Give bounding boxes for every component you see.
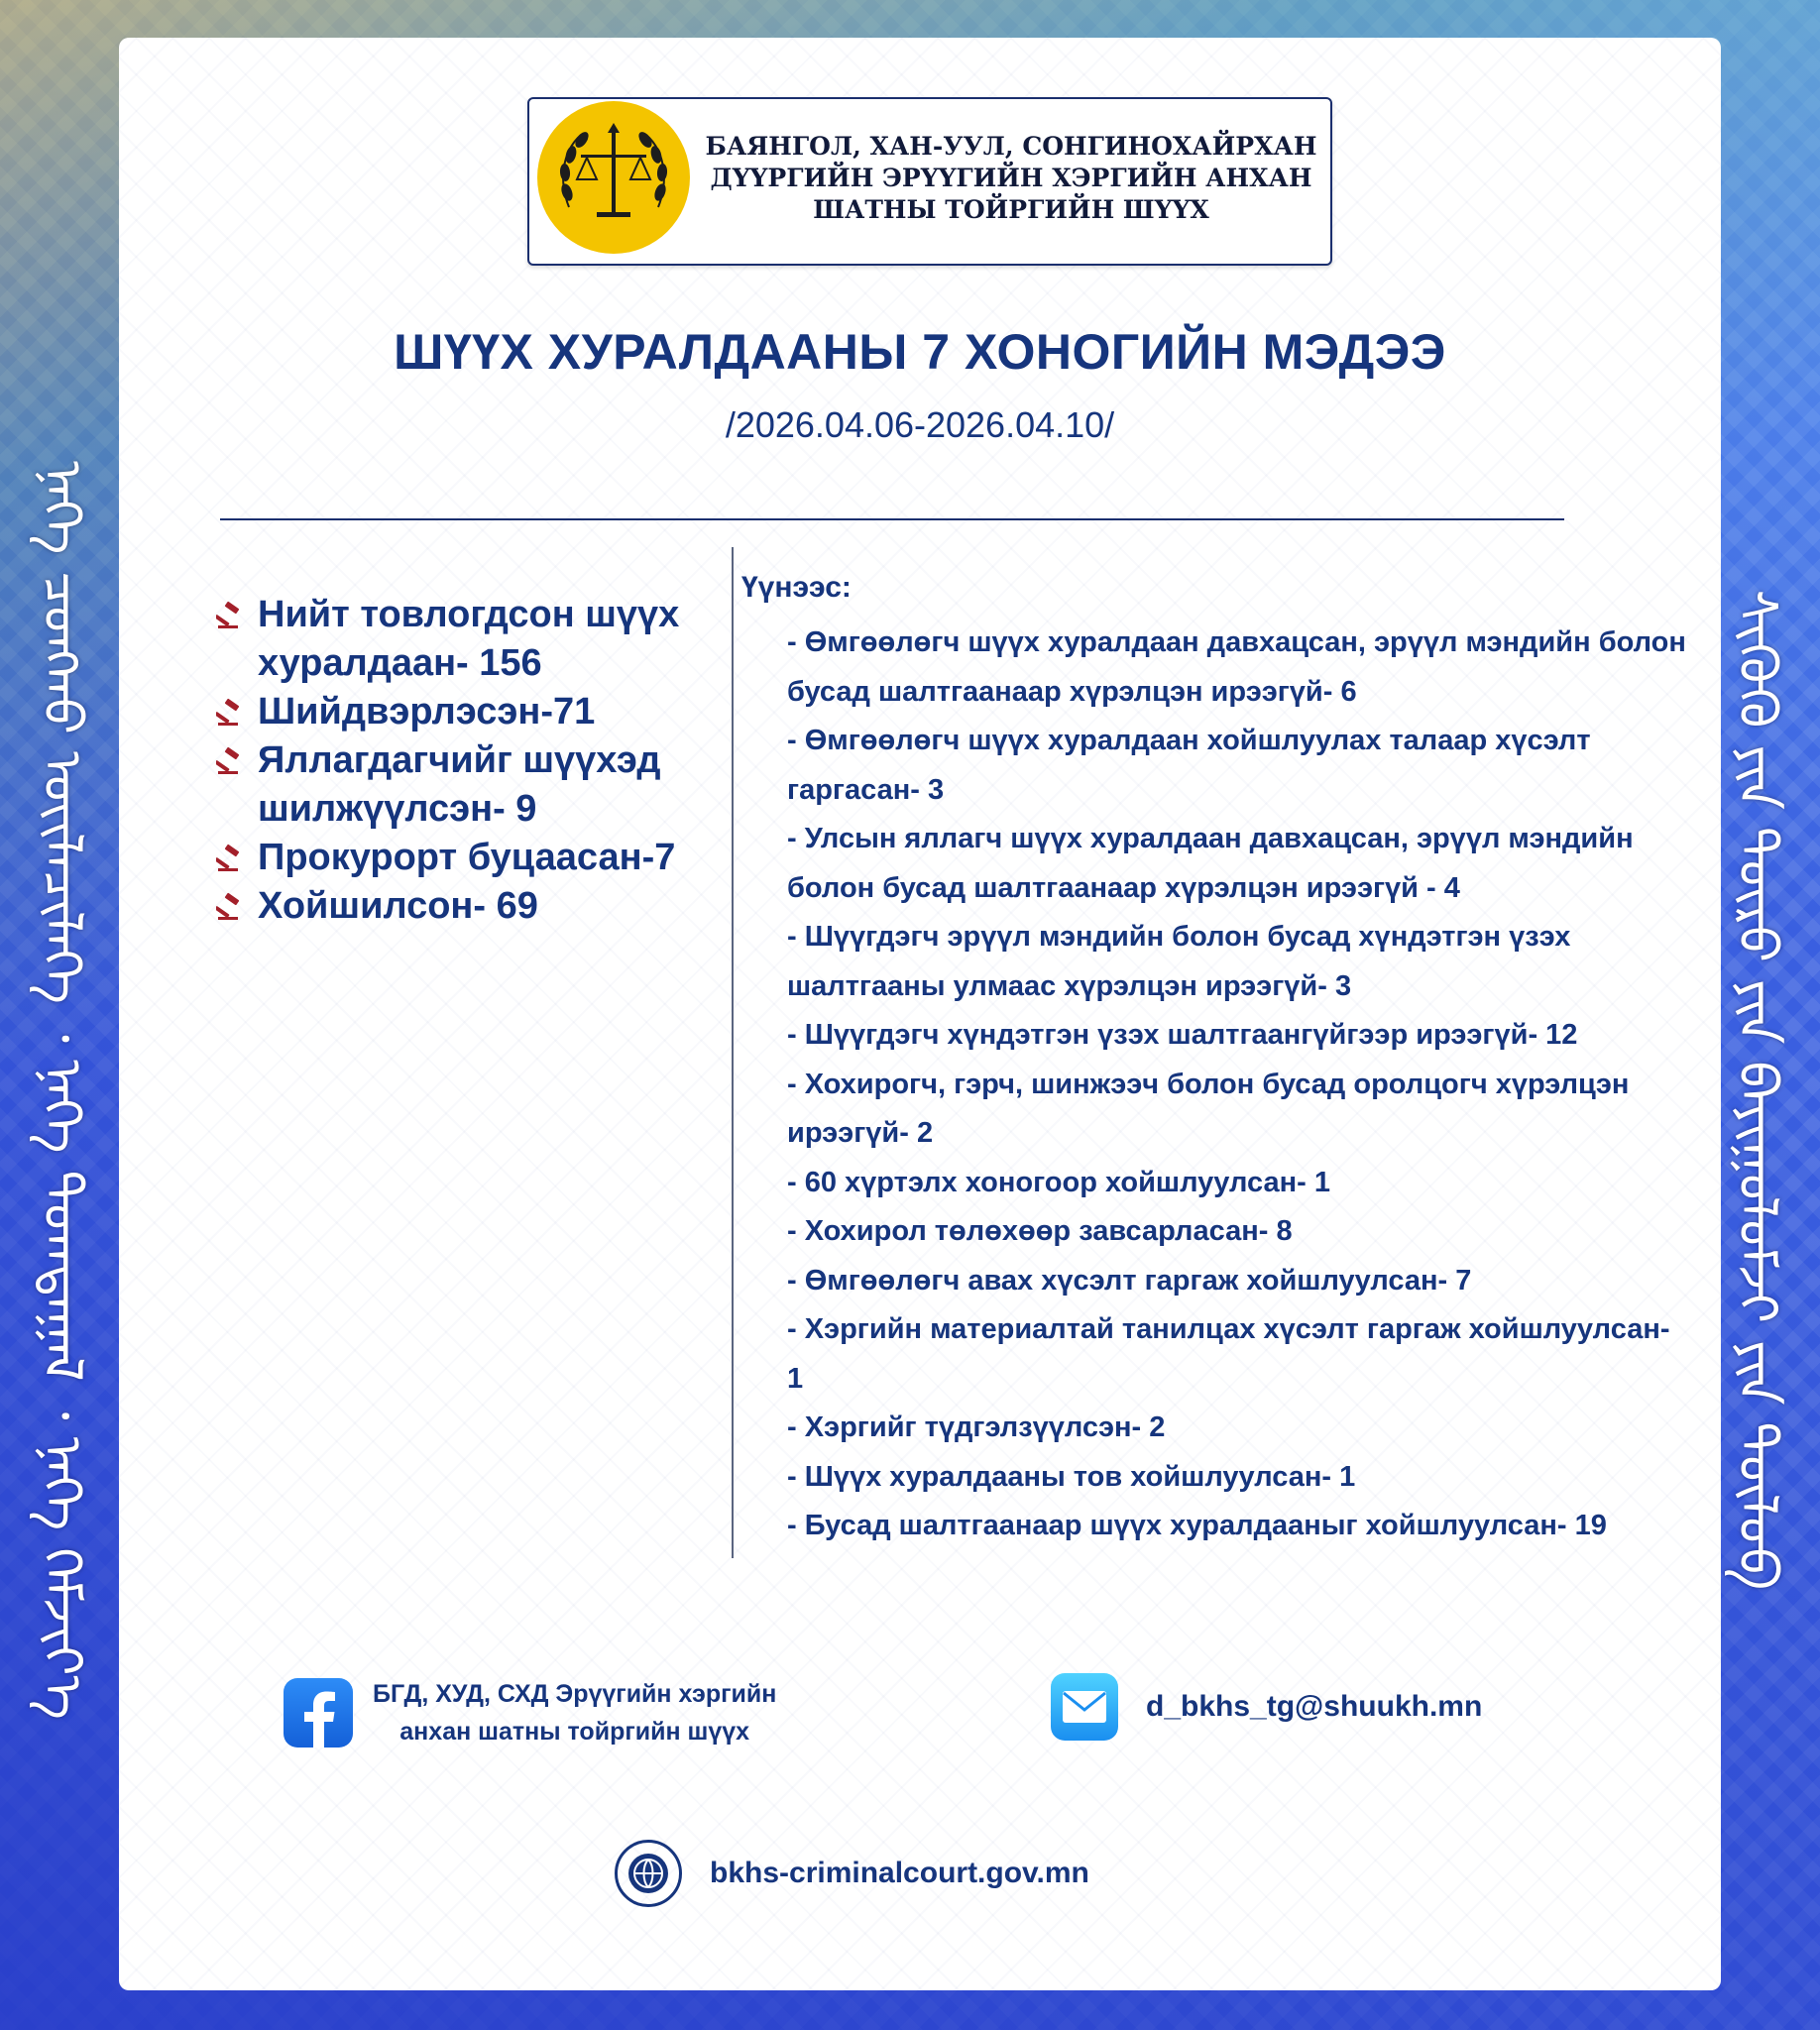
- divider-vertical: [732, 547, 734, 1558]
- reasons-title: Үүнээс:: [741, 571, 852, 604]
- reason-item: - Бусад шалтгаанаар шүүх хуралдааныг хойшлуулсан- 19: [787, 1510, 1607, 1541]
- stat-item: [216, 834, 732, 882]
- gavel-icon: [216, 698, 246, 728]
- stat-text: Шийдвэрлэсэн-71: [258, 691, 596, 733]
- website-contact[interactable]: [615, 1840, 1089, 1907]
- page-title: ШҮҮХ ХУРАЛДААНЫ 7 ХОНОГИЙН МЭДЭЭ: [394, 324, 1446, 380]
- reason-item: - Өмгөөлөгч авах хүсэлт гаргаж хойшлуулсан- 7: [787, 1264, 1472, 1297]
- email-contact[interactable]: [1051, 1673, 1482, 1741]
- facebook-name-line-1: БГД, ХУД, СХД Эрүүгийн хэргийн: [373, 1680, 777, 1708]
- side-script-left-text: ᠨᠡᠭᠡ ᠴᠣᠩᠬᠣ ᠦᠢᠯᠡᠴᠢᠯᠡᠭᠡ ᠂ ᠨᠡᠭᠡ ᠲᠣᠭᠲᠠᠭᠠᠯ ᠂ ᠨᠡᠭᠡ ᠬᠡᠮᠵᠢᠶ᠎ᠡ: [31, 461, 94, 1720]
- gavel-icon: [216, 746, 246, 776]
- stat-text: Прокурорт буцаасан-7: [258, 837, 676, 878]
- court-name-line-1: БАЯНГОЛ, ХАН-УУЛ, СОНГИНОХАЙРХАН: [705, 132, 1317, 161]
- stat-text: Хойшилсон- 69: [258, 885, 538, 927]
- reason-item: - Хохирол төлөхөөр завсарласан- 8: [787, 1215, 1293, 1247]
- stat-item: [216, 736, 732, 834]
- reason-item: - Өмгөөлөгч шүүх хуралдаан давхацсан, эрүүл мэндийн болон бусад шалтгаанаар хүрэлцэн ирээгүй- 6: [787, 626, 1686, 708]
- stat-item: [216, 688, 732, 736]
- gavel-icon: [216, 601, 246, 630]
- reason-item: - Шүүгдэгч хүндэтгэн үзэх шалтгаангүйгээр ирээгүй- 12: [787, 1019, 1578, 1051]
- side-script-right-text: ᠰᠢᠭᠦᠬᠦ ᠶᠢᠨ ᠲᠥᠷᠥ ᠶᠢᠨ ᠪᠠᠶᠢᠭᠤᠯᠤᠮᠵᠢ ᠶᠢᠨ ᠲᠥᠯᠥᠪ: [1726, 590, 1789, 1591]
- facebook-page-name[interactable]: [373, 1675, 776, 1750]
- facebook-name-line-2: анхан шатны тойргийн шүүх: [399, 1718, 750, 1746]
- reason-item: - Шүүх хуралдааны тов хойшлуулсан- 1: [787, 1460, 1356, 1493]
- website-url[interactable]: bkhs-criminalcourt.gov.mn: [710, 1857, 1089, 1889]
- reason-item: - Хэргийг түдгэлзүүлсэн- 2: [787, 1411, 1166, 1443]
- reason-item: - Улсын яллагч шүүх хуралдаан давхацсан, эрүүл мэндийн болон бусад шалтгаанаар хүрэлцэн ирээгүй - 4: [787, 823, 1634, 904]
- stat-item: [216, 882, 732, 931]
- side-script-left: [8, 461, 117, 1720]
- date-range: /2026.04.06-2026.04.10/: [725, 404, 1115, 445]
- reason-item: - Хохирогч, гэрч, шинжээч болон бусад оролцогч хүрэлцэн ирээгүй- 2: [787, 1068, 1630, 1149]
- stat-item: [216, 591, 732, 688]
- gavel-icon: [216, 844, 246, 873]
- reason-item: - Хэргийн материалтай танилцах хүсэлт гаргаж хойшлуулсан- 1: [787, 1313, 1670, 1395]
- facebook-icon[interactable]: [284, 1678, 353, 1748]
- email-address[interactable]: d_bkhs_tg@shuukh.mn: [1146, 1690, 1483, 1723]
- divider-horizontal: [220, 518, 1564, 520]
- court-name: [694, 131, 1328, 226]
- facebook-contact[interactable]: [284, 1675, 776, 1750]
- court-name-line-2: ДҮҮРГИЙН ЭРҮҮГИЙН ХЭРГИЙН АНХАН: [710, 164, 1312, 192]
- reason-item: - 60 хүртэлх хоногоор хойшлуулсан- 1: [787, 1166, 1331, 1198]
- gavel-icon: [216, 892, 246, 922]
- stat-text: Нийт товлогдсон шүүх хуралдаан- 156: [258, 594, 680, 684]
- court-name-line-3: ШАТНЫ ТОЙРГИЙН ШҮҮХ: [813, 195, 1209, 224]
- reason-item: - Шүүгдэгч эрүүл мэндийн болон бусад хүндэтгэн үзэх шалтгааны улмаас хүрэлцэн ирээгүй- 3: [787, 921, 1571, 1002]
- reasons-section: [741, 571, 1693, 1551]
- court-emblem: [537, 101, 690, 254]
- stat-text: Яллагдагчийг шүүхэд шилжүүлсэн- 9: [258, 739, 661, 830]
- mail-icon[interactable]: [1051, 1673, 1118, 1741]
- web-icon[interactable]: [615, 1840, 682, 1907]
- stats-list: [216, 591, 732, 931]
- reason-item: - Өмгөөлөгч шүүх хуралдаан хойшлуулах талаар хүсэлт гаргасан- 3: [787, 725, 1591, 806]
